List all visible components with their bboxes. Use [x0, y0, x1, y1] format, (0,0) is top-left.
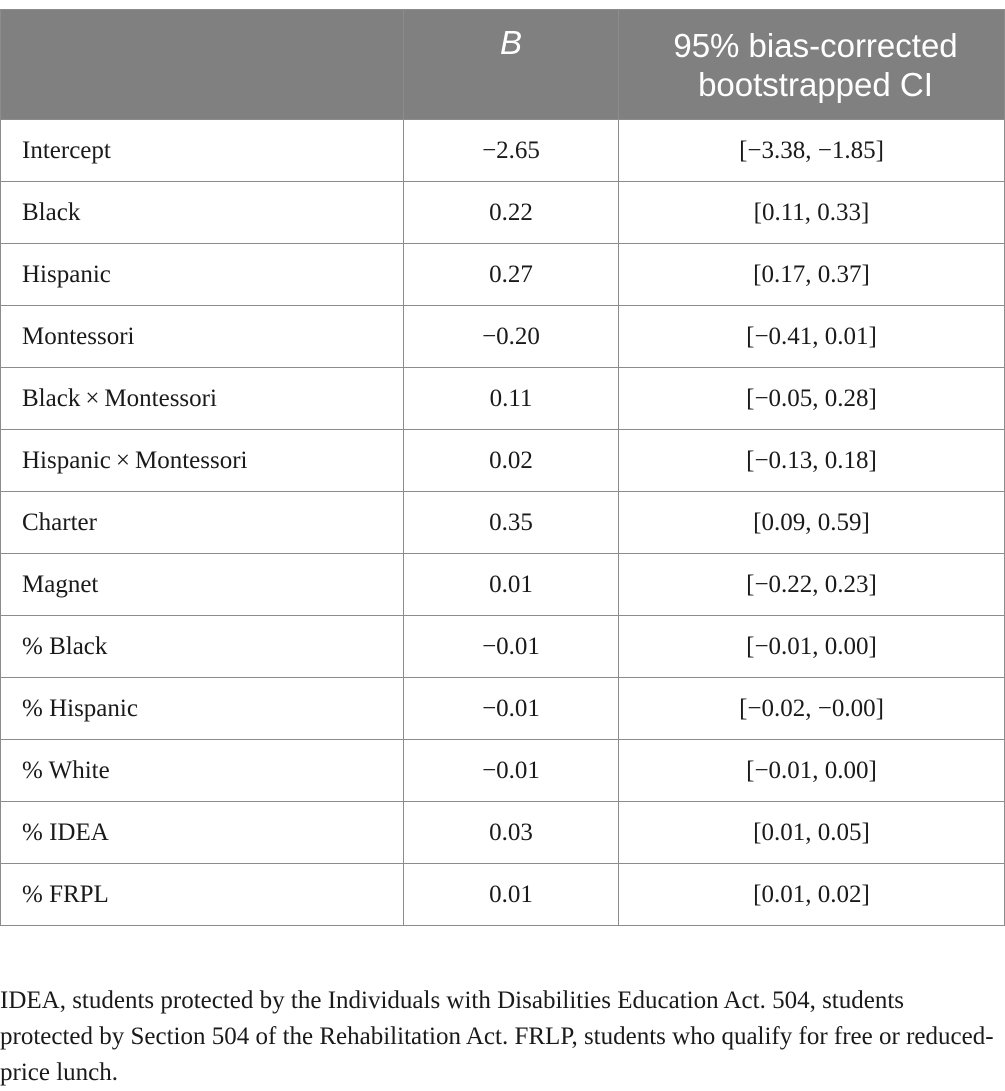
row-variable-label: Hispanic — [1, 244, 404, 306]
row-variable-label: Intercept — [1, 120, 404, 182]
table-row — [1, 492, 1005, 554]
table-footnote: IDEA, students protected by the Individuals with Disabilities Education Act. 504, students protected by Section 504 of the Rehabilitation Act. FRLP, students who qualify for free or reduced-price lunch. — [0, 987, 994, 1086]
row-b-value: 0.01 — [404, 554, 619, 616]
row-ci-value: [0.17, 0.37] — [619, 244, 1005, 306]
table-row — [1, 616, 1005, 678]
row-ci-value: [−0.01, 0.00] — [619, 740, 1005, 802]
row-ci-value: [0.09, 0.59] — [619, 492, 1005, 554]
row-variable-label: % IDEA — [1, 802, 404, 864]
table-body — [1, 120, 1005, 926]
header-variable — [1, 10, 404, 120]
table-row — [1, 120, 1005, 182]
table-row — [1, 678, 1005, 740]
table-row — [1, 802, 1005, 864]
table-row — [1, 430, 1005, 492]
row-ci-value: [−3.38, −1.85] — [619, 120, 1005, 182]
row-ci-value: [−0.05, 0.28] — [619, 368, 1005, 430]
row-b-value: −0.01 — [404, 678, 619, 740]
row-variable-label: % Black — [1, 616, 404, 678]
row-variable-label: Magnet — [1, 554, 404, 616]
row-b-value: 0.11 — [404, 368, 619, 430]
row-variable-label: Montessori — [1, 306, 404, 368]
row-variable-label: Hispanic × Montessori — [1, 430, 404, 492]
row-variable-label: % White — [1, 740, 404, 802]
row-ci-value: [−0.22, 0.23] — [619, 554, 1005, 616]
row-b-value: 0.03 — [404, 802, 619, 864]
row-variable-label: % Hispanic — [1, 678, 404, 740]
row-variable-label: Charter — [1, 492, 404, 554]
row-b-value: 0.02 — [404, 430, 619, 492]
row-variable-label: % FRPL — [1, 864, 404, 926]
row-variable-label: Black × Montessori — [1, 368, 404, 430]
row-variable-label: Black — [1, 182, 404, 244]
row-ci-value: [−0.01, 0.00] — [619, 616, 1005, 678]
row-b-value: 0.27 — [404, 244, 619, 306]
table-row — [1, 740, 1005, 802]
row-ci-value: [0.01, 0.05] — [619, 802, 1005, 864]
header-b-coefficient: B — [404, 10, 619, 120]
row-b-value: −0.01 — [404, 616, 619, 678]
row-b-value: −0.20 — [404, 306, 619, 368]
table-header-row — [1, 10, 1005, 120]
table-row — [1, 368, 1005, 430]
row-b-value: −0.01 — [404, 740, 619, 802]
row-ci-value: [0.11, 0.33] — [619, 182, 1005, 244]
row-ci-value: [−0.41, 0.01] — [619, 306, 1005, 368]
row-b-value: 0.22 — [404, 182, 619, 244]
row-ci-value: [−0.02, −0.00] — [619, 678, 1005, 740]
row-ci-value: [0.01, 0.02] — [619, 864, 1005, 926]
table-row — [1, 554, 1005, 616]
row-ci-value: [−0.13, 0.18] — [619, 430, 1005, 492]
table-row — [1, 306, 1005, 368]
table-row — [1, 864, 1005, 926]
regression-table — [0, 9, 1005, 926]
table-row — [1, 182, 1005, 244]
table-row — [1, 244, 1005, 306]
row-b-value: −2.65 — [404, 120, 619, 182]
row-b-value: 0.35 — [404, 492, 619, 554]
row-b-value: 0.01 — [404, 864, 619, 926]
header-confidence-interval: 95% bias-corrected bootstrapped CI — [619, 10, 1005, 120]
